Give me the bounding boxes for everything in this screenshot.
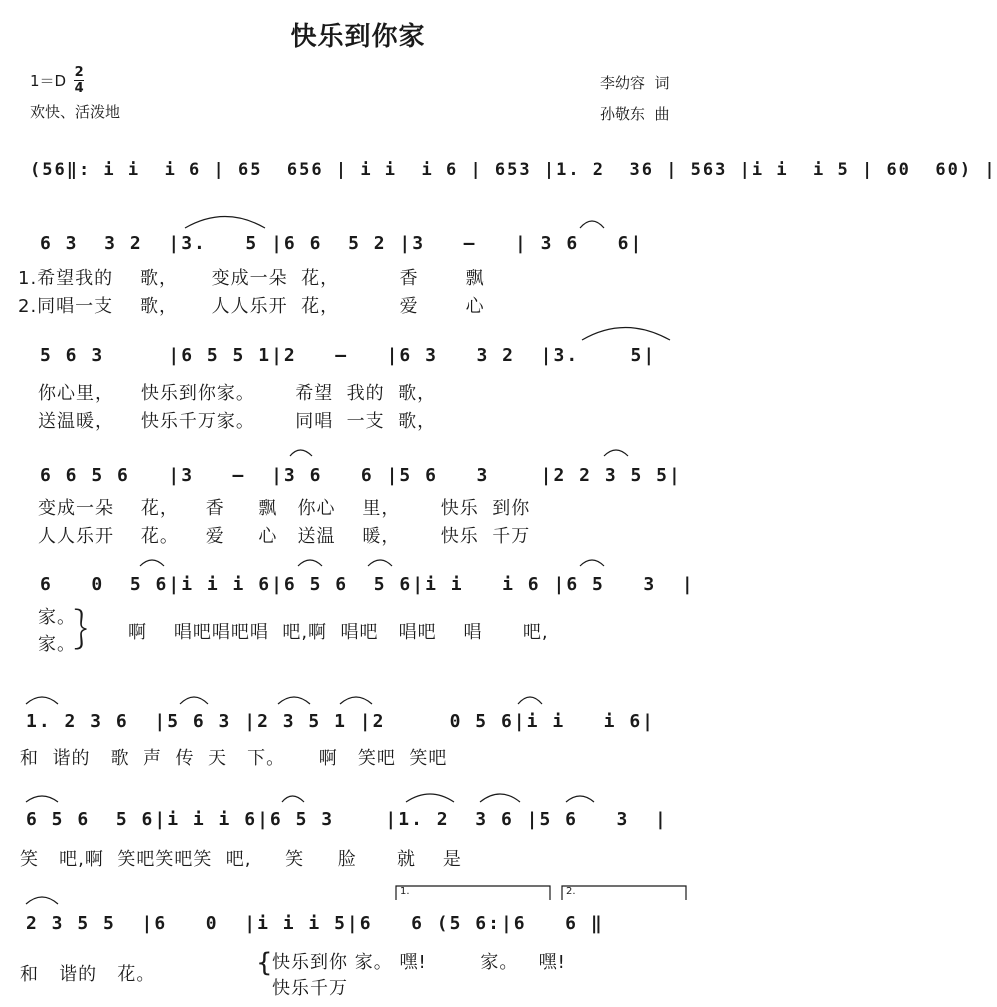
system-2-lyric-verse-1: 你心里， 快乐到你家。 希望 我的 歌，: [38, 383, 437, 404]
system-1-lyric-verse-1: 1.希望我的 歌， 变成一朵 花， 香 飘: [18, 268, 485, 289]
second-ending-label: 2.: [566, 886, 576, 897]
system-4-brace: ｝: [74, 607, 105, 657]
system-4-notes: 6 0 5 6|i i i 6|6 5 6 5 6|i i i 6 |6 5 3 |: [40, 574, 695, 595]
lyricist-credit: 李幼容 词: [600, 74, 670, 92]
slur-arc: [282, 796, 304, 802]
system-3-lyric-verse-2: 人人乐开 花。 爱 心 送温 暖， 快乐 千万: [38, 526, 531, 547]
slur-arc: [480, 794, 520, 802]
system-6-notes: 6 5 6 5 6|i i i 6|6 5 3 |1. 2 3 6 |5 6 3 |: [26, 809, 668, 830]
time-denominator: 4: [74, 81, 84, 96]
first-ending-bracket: [396, 886, 550, 900]
slur-arc: [26, 897, 58, 904]
system-3-lyric-verse-1: 变成一朵 花， 香 飘 你心 里， 快乐 到你: [38, 498, 531, 519]
system-4-chorus-lyric: 啊 唱吧唱吧唱 吧,啊 唱吧 唱吧 唱 吧,: [128, 622, 549, 643]
intro-notes: (56‖: i i i 6 | 65 656 | i i i 6 | 653 |1. 2 36 | 563 |i i i 5 | 60 60) |: [30, 160, 997, 180]
system-7-notes: 2 3 5 5 |6 0 |i i i 5|6 6 (5 6:|6 6 ‖: [26, 913, 604, 934]
system-7-lyric: 和 谐的 花。: [20, 964, 156, 985]
slur-arc: [518, 697, 542, 704]
slur-arc: [580, 560, 604, 566]
slur-arc: [582, 328, 670, 341]
slur-arc: [580, 221, 604, 228]
time-signature: [74, 66, 84, 95]
system-7-brace: {: [256, 948, 274, 978]
slur-arc: [26, 697, 58, 704]
key-signature: [30, 66, 84, 95]
slur-arc: [566, 796, 594, 802]
system-3-notes: 6 6 5 6 |3 – |3 6 6 |5 6 3 |2 2 3 5 5|: [40, 465, 682, 486]
system-4-lyric-verse-1: 家。: [38, 607, 76, 628]
tempo-marking: 欢快、活泼地: [30, 103, 121, 121]
slur-arc: [185, 217, 265, 229]
first-ending-label: 1.: [400, 886, 410, 897]
composer-credit: 孙敬东 曲: [600, 105, 670, 123]
system-1-lyric-verse-2: 2.同唱一支 歌， 人人乐开 花， 爱 心: [18, 296, 485, 317]
time-numerator: 2: [74, 65, 84, 80]
key-tonic: 1＝D: [30, 72, 67, 90]
slur-arc: [180, 697, 208, 704]
slur-arc: [406, 794, 454, 802]
system-2-lyric-verse-2: 送温暖， 快乐千万家。 同唱 一支 歌，: [38, 411, 437, 432]
system-6-lyric: 笑 吧,啊 笑吧笑吧笑 吧, 笑 脸 就 是: [20, 849, 462, 870]
system-2-notes: 5 6 3 |6 5 5 1|2 – |6 3 3 2 |3. 5|: [40, 345, 657, 366]
system-5-notes: 1. 2 3 6 |5 6 3 |2 3 5 1 |2 0 5 6|i i i 6|: [26, 711, 656, 732]
slur-arc: [140, 560, 164, 566]
system-7-lyric-alt-bottom: 快乐千万: [272, 978, 348, 999]
slur-arc: [278, 697, 310, 704]
second-ending-bracket: [562, 886, 686, 900]
song-title: 快乐到你家: [290, 22, 426, 52]
system-7-lyric-alt-top: 快乐到你 家。 嘿! 家。 嘿!: [272, 952, 566, 973]
slur-arc: [26, 796, 58, 802]
system-5-lyric: 和 谐的 歌 声 传 天 下。 啊 笑吧 笑吧: [20, 748, 448, 769]
slur-arc: [340, 697, 372, 704]
slur-arc: [298, 560, 322, 566]
slur-arc: [368, 560, 392, 566]
system-1-notes: 6 3 3 2 |3. 5 |6 6 5 2 |3 – | 3 6 6|: [40, 233, 644, 254]
slur-arc: [290, 450, 312, 456]
system-4-lyric-verse-2: 家。: [38, 634, 76, 655]
slur-arc: [604, 450, 628, 456]
